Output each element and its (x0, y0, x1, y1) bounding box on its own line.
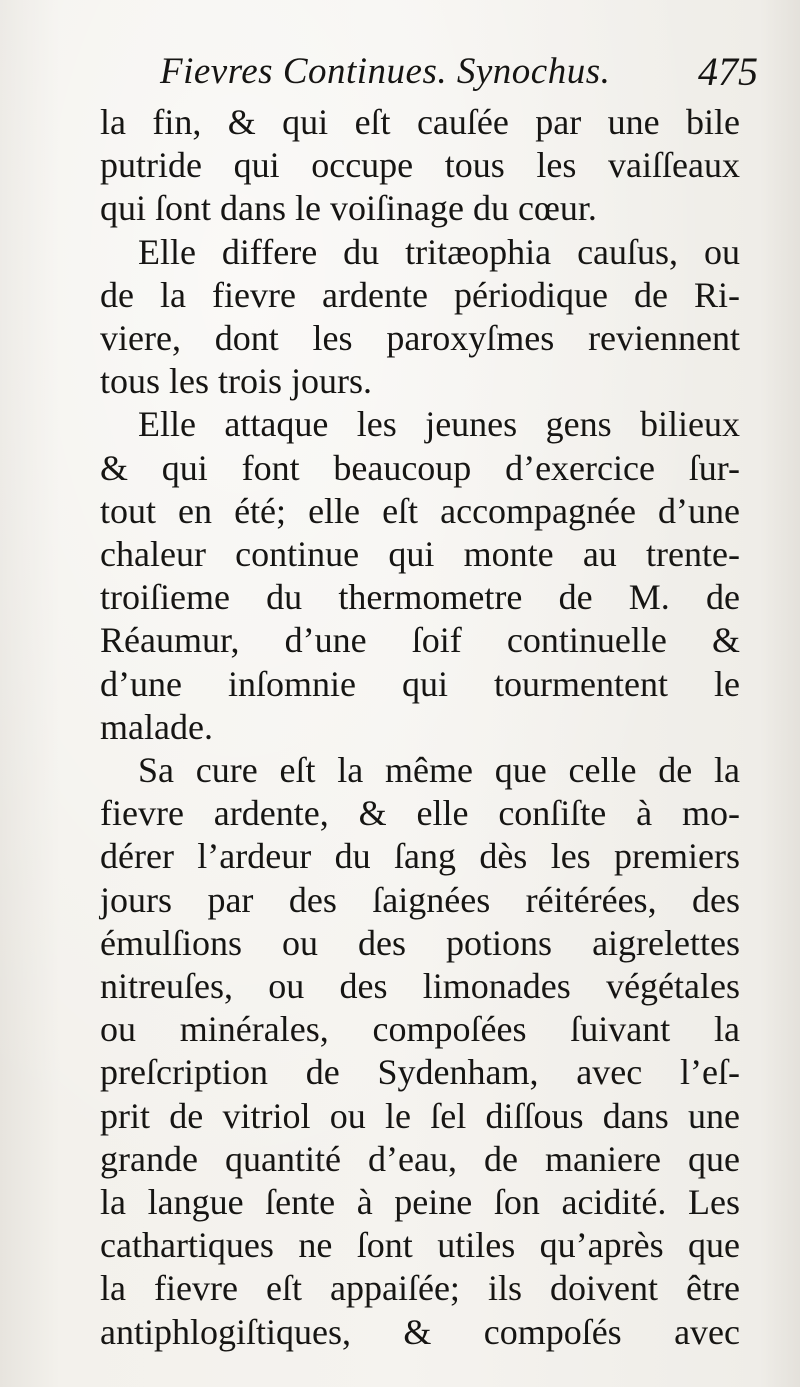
text-line: tout en été; elle eſt accompagnée d’une (100, 490, 740, 531)
text-line: grande quantité d’eau, de maniere que (100, 1138, 740, 1179)
text-line: tous les trois jours. (100, 361, 373, 402)
text-line: dérer l’ardeur du ſang dès les premiers (100, 836, 740, 877)
text-line: troiſieme du thermometre de M. de (100, 577, 740, 618)
page-header (100, 44, 760, 104)
paragraph-cure (100, 749, 740, 1354)
text-line: Elle differe du tritæophia cauſus, ou (138, 231, 740, 272)
text-line: antiphlogiſtiques, & compoſés avec (100, 1311, 740, 1352)
text-line: fievre ardente, & elle conſiſte à mo- (100, 793, 740, 834)
text-line: la fin, & qui eſt cauſée par une bile (100, 102, 740, 142)
running-title: Fievres Continues. Synochus. (160, 51, 611, 92)
text-line: prit de vitriol ou le ſel diſſous dans une (100, 1095, 740, 1136)
paragraph-attaque (100, 403, 740, 749)
text-line: d’une inſomnie qui tourmentent le (100, 663, 740, 704)
text-line: nitreuſes, ou des limonades végétales (100, 966, 740, 1007)
text-line: cathartiques ne ſont utiles qu’après que (100, 1225, 740, 1266)
text-line: Réaumur, d’une ſoif continuelle & (100, 620, 740, 661)
text-line: chaleur continue qui monte au trente- (100, 534, 740, 575)
paragraph-differe (100, 231, 740, 404)
text-line: qui ſont dans le voiſinage du cœur. (100, 188, 597, 229)
text-line: ou minérales, compoſées ſuivant la (100, 1009, 740, 1050)
page-number: 475 (698, 49, 758, 94)
text-line: Elle attaque les jeunes gens bilieux (138, 404, 740, 445)
text-line: émulſions ou des potions aigrelettes (100, 922, 740, 963)
text-line: viere, dont les paroxyſmes reviennent (100, 318, 740, 359)
text-line: preſcription de Sydenham, avec l’eſ- (100, 1052, 740, 1093)
text-line: jours par des ſaignées réitérées, des (100, 879, 740, 920)
text-line: de la fievre ardente périodique de Ri- (100, 274, 740, 315)
text-line: putride qui occupe tous les vaiſſeaux (100, 145, 740, 186)
paragraph-continuation (100, 101, 740, 231)
text-line: & qui font beaucoup d’exercice ſur- (100, 447, 740, 488)
text-line: malade. (100, 706, 213, 747)
text-line: la fievre eſt appaiſée; ils doivent être (100, 1268, 740, 1309)
text-line: Sa cure eſt la même que celle de la (138, 750, 740, 791)
text-line: la langue ſente à peine ſon acidité. Les (100, 1182, 740, 1223)
body-text (100, 101, 740, 1354)
